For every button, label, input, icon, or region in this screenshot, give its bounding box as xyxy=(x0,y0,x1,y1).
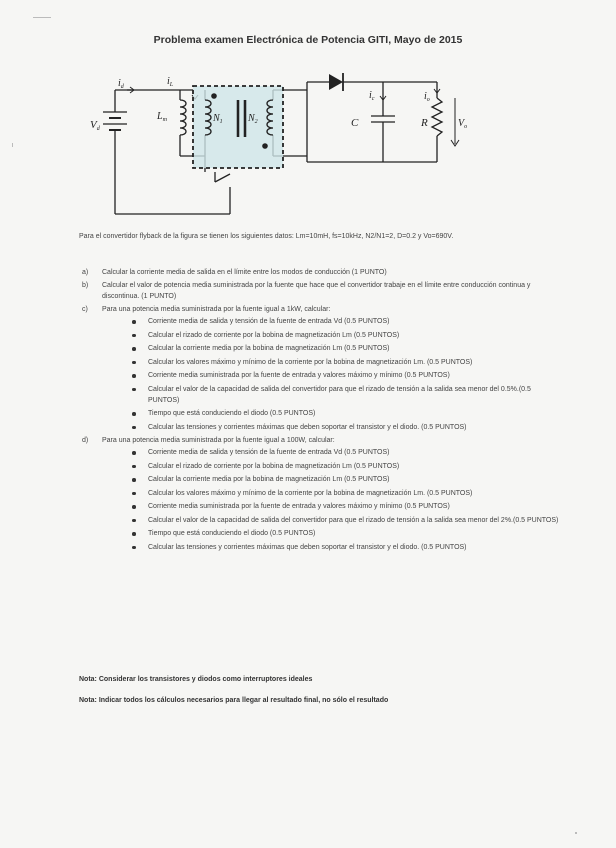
label-vo: $V_o$ xyxy=(458,118,468,130)
sub-question: Calcular el valor de la capacidad de salida del convertidor para que el rizado de tensión a la salida sea menor del 0.5%.(0.5 PUNTOS) xyxy=(102,384,559,406)
label-id: $i_d$ xyxy=(118,78,124,90)
sub-question: Calcular los valores máximo y mínimo de la corriente por la bobina de magnetización Lm. (0.5 PUNTOS) xyxy=(102,488,559,499)
sub-question: Corriente media de salida y tensión de la fuente de entrada Vd (0.5 PUNTOS) xyxy=(102,447,559,458)
note: Nota: Considerar los transistores y diodos como interruptores ideales xyxy=(79,676,313,683)
note: Nota: Indicar todos los cálculos necesarios para llegar al resultado final, no sólo el resultado xyxy=(79,697,389,704)
scan-mark xyxy=(12,143,13,147)
label-ic: $i_c$ xyxy=(369,90,375,102)
switch-transistor xyxy=(215,174,230,182)
question-a xyxy=(79,267,559,278)
label-n1: $N_1$ xyxy=(213,113,223,125)
sub-question: Calcular las tensiones y corrientes máximas que deben soportar el transistor y el diodo. (0.5 PUNTOS) xyxy=(102,542,559,553)
label-n2: $N_2$ xyxy=(248,113,258,125)
question-text: Calcular la corriente media de salida en el límite entre los modos de conducción (1 PUNTO) xyxy=(102,269,387,276)
question-d xyxy=(79,435,559,553)
scan-mark xyxy=(33,17,51,18)
scan-mark xyxy=(575,832,577,834)
question-c xyxy=(79,304,559,433)
question-text: Para una potencia media suministrada por la fuente igual a 100W, calcular: xyxy=(102,437,335,444)
sub-question: Calcular el rizado de corriente por la bobina de magnetización Lm (0.5 PUNTOS) xyxy=(102,330,559,341)
polarity-dot-secondary xyxy=(262,143,268,149)
label-lm: $L_m$ xyxy=(157,111,167,123)
question-text: Para una potencia media suministrada por la fuente igual a 1kW, calcular: xyxy=(102,306,331,313)
sub-question: Calcular la corriente media por la bobina de magnetización Lm (0.5 PUNTOS) xyxy=(102,474,559,485)
sub-question: Tiempo que está conduciendo el diodo (0.5 PUNTOS) xyxy=(102,528,559,539)
sub-question: Calcular los valores máximo y mínimo de la corriente por la bobina de magnetización Lm. (0.5 PUNTOS) xyxy=(102,357,559,368)
page-title: Problema examen Electrónica de Potencia GITI, Mayo de 2015 xyxy=(153,34,463,46)
question-list xyxy=(79,267,559,555)
question-label: d) xyxy=(82,437,89,444)
label-il: $i_L$ xyxy=(167,76,174,88)
magnetizing-inductor xyxy=(180,100,186,135)
sub-question: Calcular las tensiones y corrientes máximas que deben soportar el transistor y el diodo. (0.5 PUNTOS) xyxy=(102,422,559,433)
sub-question: Corriente media suministrada por la fuente de entrada y valores máximo y mínimo (0.5 PUNTOS) xyxy=(102,501,559,512)
diode xyxy=(329,74,343,90)
question-label: a) xyxy=(82,269,89,276)
sub-question-list xyxy=(102,447,559,553)
notes-section xyxy=(79,674,388,716)
label-vd: Vd xyxy=(90,119,100,132)
question-text: Calcular el valor de potencia media suministrada por la fuente que hace que el convertidor trabaje en el límite entre conducción continua y discontinua. (1 PUNTO) xyxy=(102,282,531,300)
sub-question: Calcular la corriente media por la bobina de magnetización Lm (0.5 PUNTOS) xyxy=(102,343,559,354)
question-label: c) xyxy=(82,306,88,313)
sub-question-list xyxy=(102,316,559,433)
label-io: $i_o$ xyxy=(424,91,430,103)
sub-question: Corriente media suministrada por la fuente de entrada y valores máximo y mínimo (0.5 PUNTOS) xyxy=(102,370,559,381)
label-r: R xyxy=(421,117,428,129)
polarity-dot-primary xyxy=(211,93,217,99)
label-c: C xyxy=(351,117,359,129)
problem-statement: Para el convertidor flyback de la figura se tienen los siguientes datos: Lm=10mH, fs=10kHz, N2/N1=2, D=0.2 y Vo=690V. xyxy=(79,233,454,240)
sub-question: Calcular el valor de la capacidad de salida del convertidor para que el rizado de tensión a la salida sea menor del 2%.(0.5 PUNTOS) xyxy=(102,515,559,526)
question-b xyxy=(79,280,559,302)
flyback-circuit-diagram xyxy=(85,62,468,222)
sub-question: Corriente media de salida y tensión de la fuente de entrada Vd (0.5 PUNTOS) xyxy=(102,316,559,327)
sub-question: Calcular el rizado de corriente por la bobina de magnetización Lm (0.5 PUNTOS) xyxy=(102,461,559,472)
question-label: b) xyxy=(82,282,89,289)
resistor xyxy=(432,98,442,136)
sub-question: Tiempo que está conduciendo el diodo (0.5 PUNTOS) xyxy=(102,408,559,419)
